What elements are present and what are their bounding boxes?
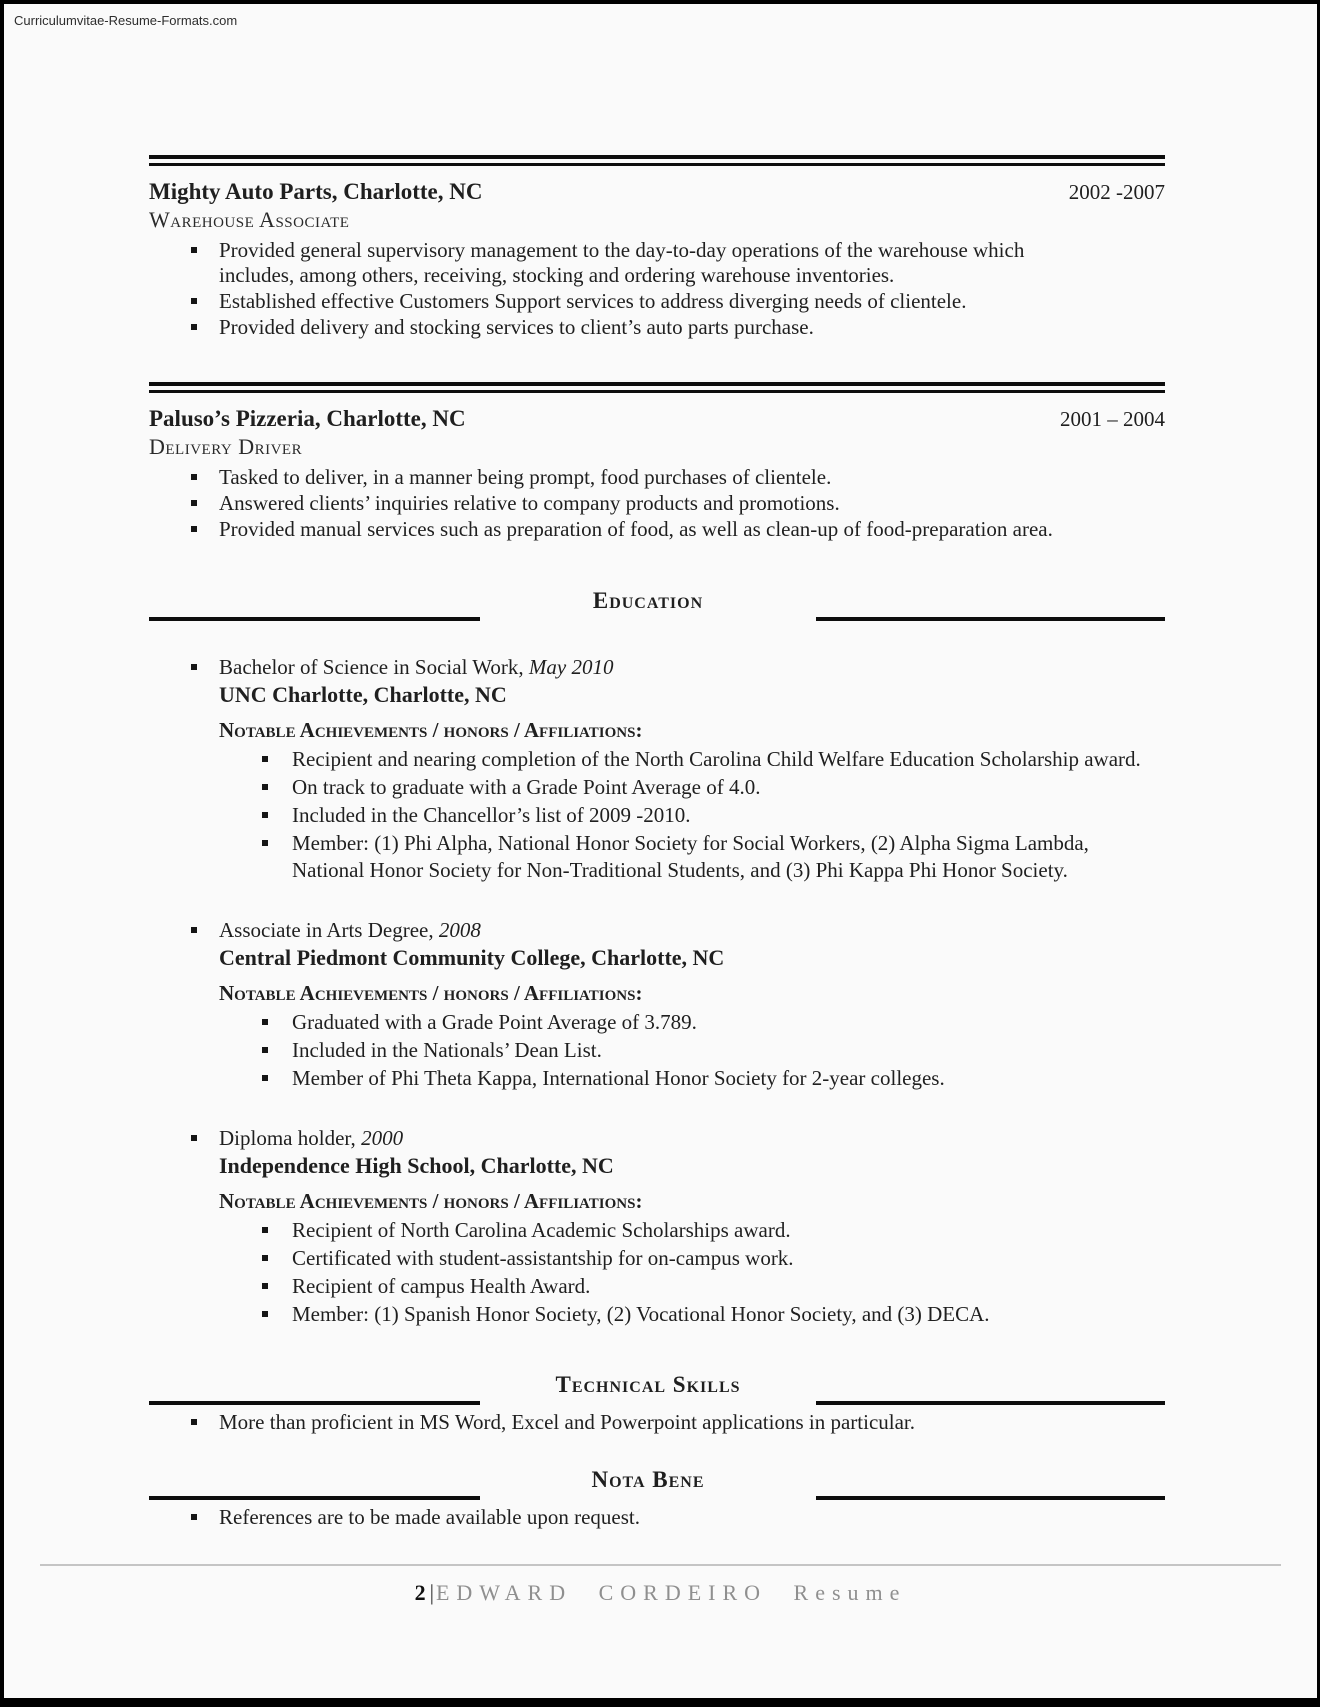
heading-rule-left <box>149 617 480 621</box>
education-entries <box>149 653 1165 1328</box>
education-heading-row <box>149 588 1165 621</box>
achievements-list <box>149 1217 1165 1328</box>
job-duty: Provided delivery and stocking services to client’s auto parts purchase. <box>149 315 1165 340</box>
degree-name: Bachelor of Science in Social Work, <box>219 655 524 679</box>
footer-divider <box>40 1564 1281 1566</box>
achievement-item: Recipient and nearing completion of the North Carolina Child Welfare Education Scholarship award. <box>149 746 1165 773</box>
achievement-item: Member: (1) Phi Alpha, National Honor Society for Social Workers, (2) Alpha Sigma Lambda, National Honor Society for Non-Traditional Students, and (3) Phi Kappa Phi Honor Society. <box>149 830 1165 884</box>
job-duty: Provided general supervisory management to the day-to-day operations of the warehouse which includes, among others, receiving, stocking and ordering warehouse inventories. <box>149 238 1165 288</box>
notable-achievements-heading: Notable Achievements / honors / Affiliations: <box>219 1189 643 1213</box>
heading-rule-left <box>149 1401 480 1405</box>
nota-bene-list <box>149 1505 1165 1530</box>
heading-rule-right <box>816 1401 1165 1405</box>
education-section <box>149 588 1165 1328</box>
degree-line <box>149 1124 1165 1152</box>
job-title: Warehouse Associate <box>149 207 350 232</box>
school-name: Central Piedmont Community College, Charlotte, NC <box>219 945 725 970</box>
employment-dates: 2002 -2007 <box>1068 180 1165 204</box>
technical-skills-heading: Technical Skills <box>555 1372 741 1397</box>
experience-entry-palusos-pizzeria <box>149 382 1165 542</box>
achievements-list <box>149 746 1165 884</box>
degree-date: May 2010 <box>528 655 614 679</box>
heading-rule-right <box>816 617 1165 621</box>
heading-rule-left <box>149 1496 480 1500</box>
footer-separator: | <box>429 1580 434 1605</box>
footer-title: EDWARD CORDEIRO Resume <box>435 1580 907 1605</box>
education-entry-central-piedmont <box>149 916 1165 1092</box>
achievement-item: Member of Phi Theta Kappa, International Honor Society for 2-year colleges. <box>149 1065 1165 1092</box>
footer-text <box>40 1580 1281 1606</box>
technical-skills-heading-row <box>149 1372 1165 1405</box>
technical-skills-list <box>149 1410 1165 1435</box>
degree-name: Diploma holder, <box>219 1126 356 1150</box>
degree-date: 2000 <box>361 1126 404 1150</box>
job-duties-list <box>149 238 1165 340</box>
technical-skills-section <box>149 1372 1165 1435</box>
heading-rule-right <box>816 1496 1165 1500</box>
nota-bene-item: References are to be made available upon request. <box>149 1505 1165 1530</box>
school-name: Independence High School, Charlotte, NC <box>219 1153 614 1178</box>
page-footer <box>40 1564 1281 1606</box>
achievement-item: Certificated with student-assistantship for on-campus work. <box>149 1245 1165 1272</box>
achievements-list <box>149 1009 1165 1092</box>
nota-bene-section <box>149 1467 1165 1530</box>
education-heading: Education <box>592 588 704 613</box>
company-name: Paluso’s Pizzeria, Charlotte, NC <box>149 406 466 431</box>
section-divider <box>149 382 1165 393</box>
education-entry-independence-high <box>149 1124 1165 1328</box>
experience-entry-mighty-auto-parts <box>149 155 1165 340</box>
job-duty: Established effective Customers Support services to address diverging needs of clientele. <box>149 289 1165 314</box>
nota-bene-heading-row <box>149 1467 1165 1500</box>
job-duty: Provided manual services such as preparation of food, as well as clean-up of food-preparation area. <box>149 517 1165 542</box>
job-title: Delivery Driver <box>149 434 303 459</box>
company-name: Mighty Auto Parts, Charlotte, NC <box>149 179 483 204</box>
employment-dates: 2001 – 2004 <box>1060 407 1165 431</box>
watermark-text: Curriculumvitae-Resume-Formats.com <box>14 13 238 28</box>
job-duty: Tasked to deliver, in a manner being prompt, food purchases of clientele. <box>149 465 1165 490</box>
degree-line <box>149 653 1165 681</box>
achievement-item: Included in the Chancellor’s list of 2009 -2010. <box>149 802 1165 829</box>
nota-bene-heading: Nota Bene <box>591 1467 705 1492</box>
achievement-item: On track to graduate with a Grade Point Average of 4.0. <box>149 774 1165 801</box>
achievement-item: Recipient of campus Health Award. <box>149 1273 1165 1300</box>
section-divider <box>149 155 1165 166</box>
degree-date: 2008 <box>438 918 481 942</box>
notable-achievements-heading: Notable Achievements / honors / Affiliations: <box>219 981 643 1005</box>
job-header <box>149 179 1165 205</box>
page-number: 2 <box>414 1580 426 1605</box>
achievement-item: Recipient of North Carolina Academic Scholarships award. <box>149 1217 1165 1244</box>
education-entry-unc-charlotte <box>149 653 1165 884</box>
job-duty: Answered clients’ inquiries relative to company products and promotions. <box>149 491 1165 516</box>
job-duties-list <box>149 465 1165 542</box>
resume-content <box>149 155 1165 1530</box>
job-header <box>149 406 1165 432</box>
achievement-item: Included in the Nationals’ Dean List. <box>149 1037 1165 1064</box>
degree-line <box>149 916 1165 944</box>
achievement-item: Graduated with a Grade Point Average of 3.789. <box>149 1009 1165 1036</box>
technical-skill-item: More than proficient in MS Word, Excel and Powerpoint applications in particular. <box>149 1410 1165 1435</box>
notable-achievements-heading: Notable Achievements / honors / Affiliations: <box>219 718 643 742</box>
degree-name: Associate in Arts Degree, <box>219 918 434 942</box>
school-name: UNC Charlotte, Charlotte, NC <box>219 682 507 707</box>
achievement-item: Member: (1) Spanish Honor Society, (2) Vocational Honor Society, and (3) DECA. <box>149 1301 1165 1328</box>
